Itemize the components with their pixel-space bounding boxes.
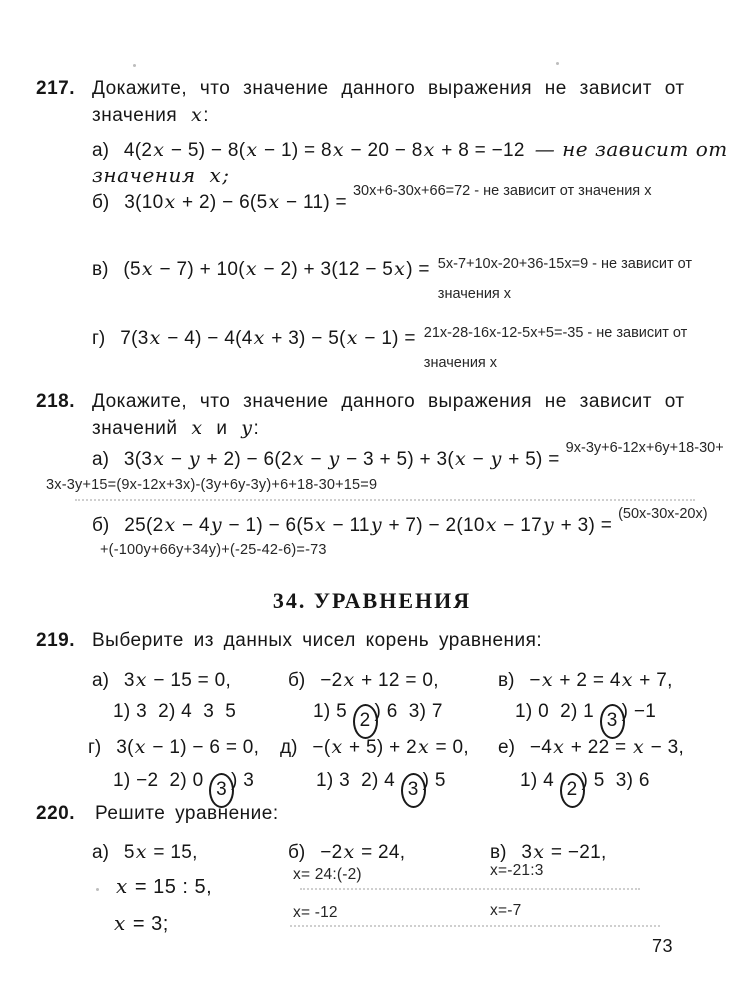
item-217a [92, 137, 728, 162]
scan-artifact-dots [300, 888, 640, 890]
item-equation: −2x + 12 = 0, [320, 669, 439, 691]
circled-answer: 3 [600, 704, 625, 739]
handwritten-work-line2: x=-7 [490, 902, 522, 919]
exercise-prompt-line1: Докажите, что значение данного выражения не зависит от [92, 78, 685, 99]
choices-text: ) −1 [621, 701, 657, 722]
choices-text: 1) 4 [520, 770, 560, 791]
choices-text: ) 5 [422, 770, 446, 791]
circled-answer: 3 [209, 773, 234, 808]
item-217b [92, 183, 652, 214]
item-219e [498, 736, 684, 759]
scan-artifact-dots [290, 925, 660, 927]
handwritten-answer-sup: (50x-30x-20x) [618, 506, 708, 522]
item-217v [92, 258, 692, 318]
circled-answer: 3 [401, 773, 426, 808]
item-label: г) [92, 328, 106, 349]
choices-219d [316, 770, 446, 808]
handwritten-answer-sup: 9x-3y+6-12x+6y+18-30+ [565, 440, 724, 456]
handwritten-work-line2: x= -12 [293, 904, 338, 921]
scan-speck [556, 62, 559, 65]
item-218a [92, 440, 724, 471]
item-equation: 3(x − 1) − 6 = 0, [116, 736, 260, 758]
choices-text: ) 3 [231, 770, 255, 791]
choices-text: 1) 3 2) 4 [316, 770, 401, 791]
handwritten-work: 3x-3y+15=(9x-12x+3x)-(3y+6y-3y)+6+18-30+15=9 [46, 477, 378, 493]
handwritten-answer: 30x+6-30x+66=72 - не зависит от значения x [352, 183, 652, 199]
choices-219b [313, 701, 443, 739]
item-220v [490, 841, 607, 864]
item-label: в) [498, 670, 515, 691]
item-label: а) [92, 842, 109, 863]
choices-219e [520, 770, 650, 808]
exercise-number: 220. [36, 803, 75, 824]
item-formula: (5x − 7) + 10(x − 2) + 3(12 − 5x) = [123, 258, 430, 280]
item-220a [92, 841, 198, 864]
handwritten-answer [424, 318, 688, 378]
scan-speck [96, 888, 99, 891]
choices-219g [113, 770, 254, 808]
handwritten-answer-line1: 5x-7+10x-20+36-15x=9 - не зависит от [437, 256, 693, 272]
item-label: д) [280, 737, 298, 758]
item-219b [288, 669, 439, 692]
printed-work-line2: x = 3; [114, 911, 169, 935]
choices-text: 1) −2 2) 0 [113, 770, 210, 791]
item-formula: 3(10x + 2) − 6(5x − 11) = [124, 191, 347, 213]
handwritten-work-line1: x= 24:(-2) [293, 866, 362, 883]
item-label: б) [288, 842, 306, 863]
item-equation: −(x + 5) + 2x = 0, [312, 736, 469, 758]
item-formula: 25(2x − 4y − 1) − 6(5x − 11y + 7) − 2(10x − 17y + 3) = [124, 514, 613, 536]
item-formula: 4(2x − 5) − 8(x − 1) = 8x − 20 − 8x + 8 = −12 [123, 139, 525, 161]
item-equation: 5x = 15, [123, 841, 198, 863]
choices-text: 1) 0 2) 1 [515, 701, 600, 722]
choices-219v [515, 701, 656, 739]
choices-text: 1) 5 [313, 701, 353, 722]
item-equation: −x + 2 = 4x + 7, [529, 669, 673, 691]
exercise-prompt-line2: значений x и y: [92, 417, 260, 439]
item-label: е) [498, 737, 515, 758]
item-218b [92, 506, 708, 537]
exercise-number: 219. [36, 630, 75, 651]
page-number: 73 [652, 936, 674, 956]
item-label: в) [92, 259, 109, 280]
item-formula: 7(3x − 4) − 4(4x + 3) − 5(x − 1) = [120, 327, 416, 349]
handwritten-answer-line2: значения x [437, 286, 512, 302]
circled-answer: 2 [353, 704, 378, 739]
section-title: 34. УРАВНЕНИЯ [272, 588, 472, 613]
item-equation: 3x − 15 = 0, [123, 669, 232, 691]
item-formula: 3(3x − y + 2) − 6(2x − y − 3 + 5) + 3(x − y + 5) = [123, 448, 560, 470]
printed-note-line2: значения x; [92, 163, 230, 187]
item-label: б) [288, 670, 306, 691]
item-equation: −2x = 24, [320, 841, 406, 863]
exercise-number: 217. [36, 78, 75, 99]
item-220b [288, 841, 405, 864]
exercise-number: 218. [36, 391, 75, 412]
choices-219a [113, 701, 236, 723]
handwritten-answer [438, 249, 692, 309]
item-equation: 3x = −21, [521, 841, 607, 863]
item-219d [280, 736, 469, 759]
choices-text: 1) 3 2) 4 3 5 [113, 701, 237, 722]
item-label: а) [92, 670, 109, 691]
exercise-prompt: Решите уравнение: [95, 803, 279, 824]
exercise-prompt: Выберите из данных чисел корень уравнения: [92, 630, 543, 651]
item-219v [498, 669, 673, 692]
item-217g [92, 327, 687, 387]
printed-work-line1: x = 15 : 5, [116, 874, 213, 898]
item-equation: −4x + 22 = x − 3, [529, 736, 685, 758]
handwritten-answer-line1: 21x-28-16x-12-5x+5=-35 - не зависит от [423, 325, 688, 341]
handwritten-answer-line2: значения x [423, 355, 498, 371]
item-label: в) [490, 842, 507, 863]
circled-answer: 2 [560, 773, 585, 808]
item-219g [88, 736, 259, 759]
scan-speck [133, 64, 136, 67]
item-label: б) [92, 515, 110, 536]
item-219a [92, 669, 231, 692]
exercise-prompt-line1: Докажите, что значение данного выражения не зависит от [92, 391, 685, 412]
choices-text: ) 5 3) 6 [581, 770, 650, 791]
item-label: б) [92, 192, 110, 213]
item-label: а) [92, 140, 109, 161]
exercise-prompt-line2: значения x: [92, 104, 209, 126]
item-label: г) [88, 737, 102, 758]
scan-artifact-dots [75, 499, 695, 501]
printed-note: — не зависит от [534, 137, 728, 161]
handwritten-work: +(-100y+66y+34y)+(-25-42-6)=-73 [100, 542, 327, 558]
item-label: а) [92, 449, 109, 470]
choices-text: ) 6 3) 7 [374, 701, 443, 722]
handwritten-work-line1: x=-21:3 [490, 862, 544, 879]
